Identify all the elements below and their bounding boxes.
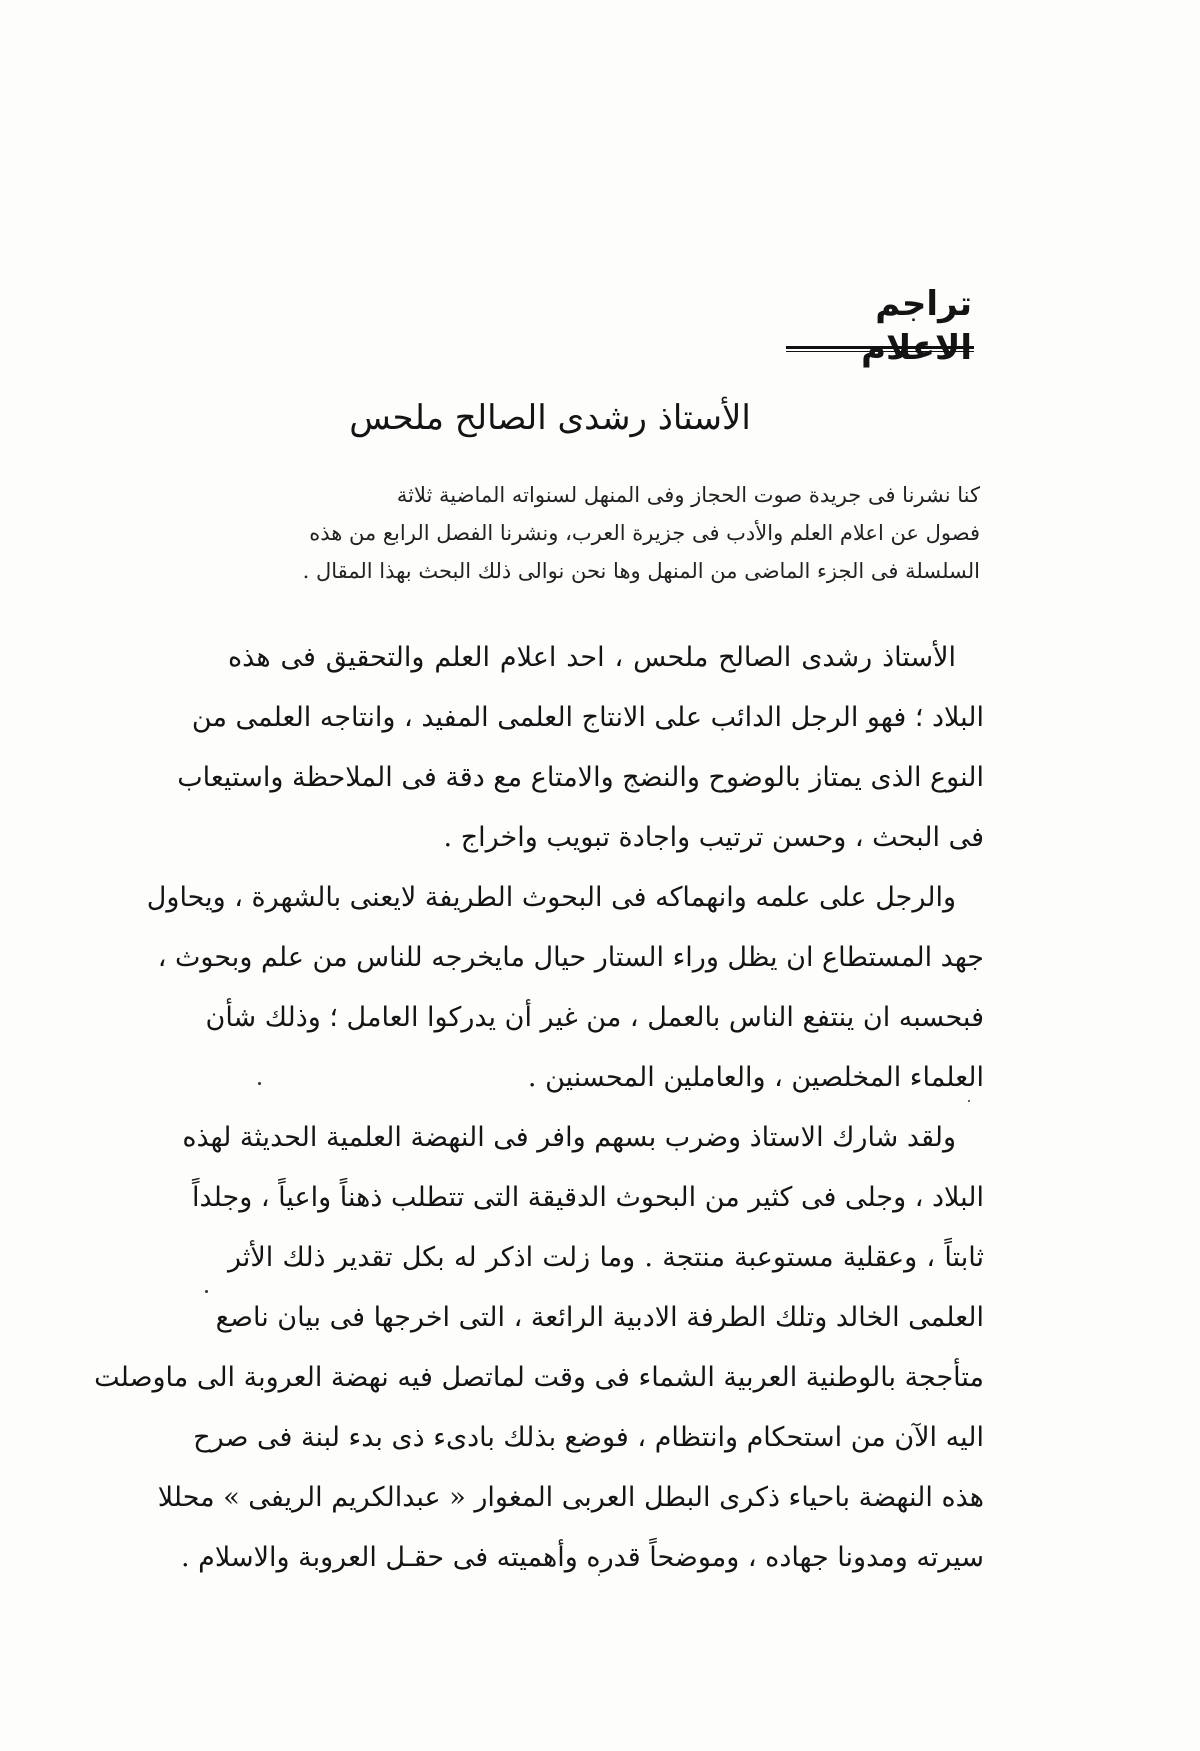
- header-underline-rule: [786, 346, 974, 352]
- body-line: هذه النهضة باحياء ذكرى البطل العربى المغوار « عبدالكريم الريفى » محللا: [157, 1482, 984, 1513]
- intro-line: السلسلة فى الجزء الماضى من المنهل وها نحن نوالى ذلك البحث بهذا المقال .: [302, 559, 980, 583]
- body-line: فبحسبه ان ينتفع الناس بالعمل ، من غير أن يدركوا العامل ؛ وذلك شأن: [205, 1002, 984, 1033]
- intro-line: فصول عن اعلام العلم والأدب فى جزيرة العرب، ونشرنا الفصل الرابع من هذه: [309, 521, 980, 545]
- body-line: اليه الآن من استحكام وانتظام ، فوضع بذلك بادىء ذى بدء لبنة فى صرح: [193, 1422, 984, 1453]
- body-line: ولقد شارك الاستاذ وضرب بسهم وافر فى النهضة العلمية الحديثة لهذه: [182, 1122, 956, 1153]
- intro-note: [230, 476, 980, 590]
- body-line: متأججة بالوطنية العربية الشماء فى وقت لماتصل فيه نهضة العروبة الى ماوصلت: [94, 1362, 984, 1393]
- body-line: البلاد ؛ فهو الرجل الدائب على الانتاج العلمى المفيد ، وانتاجه العلمى من: [191, 702, 984, 733]
- body-line: سيرته ومدونا جهاده ، وموضحاً قدره وأهميته فى حقـل العروبة والاسلام .: [181, 1542, 984, 1573]
- body-line: جهد المستطاع ان يظل وراء الستار حيال مايخرجه للناس من علم وبحوث ،: [157, 942, 984, 973]
- article-title: الأستاذ رشدى الصالح ملحس: [349, 398, 751, 438]
- article-body: [94, 628, 984, 1588]
- scan-speck: [598, 1574, 600, 1576]
- scan-speck: [258, 1082, 261, 1085]
- body-line: ثابتاً ، وعقلية مستوعبة منتجة . وما زلت اذكر له بكل تقدير ذلك الأثر: [228, 1242, 984, 1273]
- section-header: تراجم الاعلام: [861, 284, 972, 368]
- body-line: النوع الذى يمتاز بالوضوح والنضج والامتاع مع دقة فى الملاحظة واستيعاب: [177, 762, 984, 793]
- body-line: العلمى الخالد وتلك الطرفة الادبية الرائعة ، التى اخرجها فى بيان ناصع: [215, 1302, 984, 1333]
- body-line: الأستاذ رشدى الصالح ملحس ، احد اعلام العلم والتحقيق فى هذه: [228, 642, 956, 673]
- body-line: العلماء المخلصين ، والعاملين المحسنين .: [527, 1062, 984, 1093]
- intro-line: كنا نشرنا فى جريدة صوت الحجاز وفى المنهل لسنواته الماضية ثلاثة: [396, 483, 980, 507]
- body-line: والرجل على علمه وانهماكه فى البحوث الطريفة لايعنى بالشهرة ، ويحاول: [146, 882, 956, 913]
- body-line: فى البحث ، وحسن ترتيب واجادة تبويب واخراج .: [443, 822, 984, 853]
- scan-speck: [968, 1100, 970, 1102]
- scan-speck: [205, 1290, 208, 1293]
- body-line: البلاد ، وجلى فى كثير من البحوث الدقيقة التى تتطلب ذهناً واعياً ، وجلداً: [191, 1182, 984, 1213]
